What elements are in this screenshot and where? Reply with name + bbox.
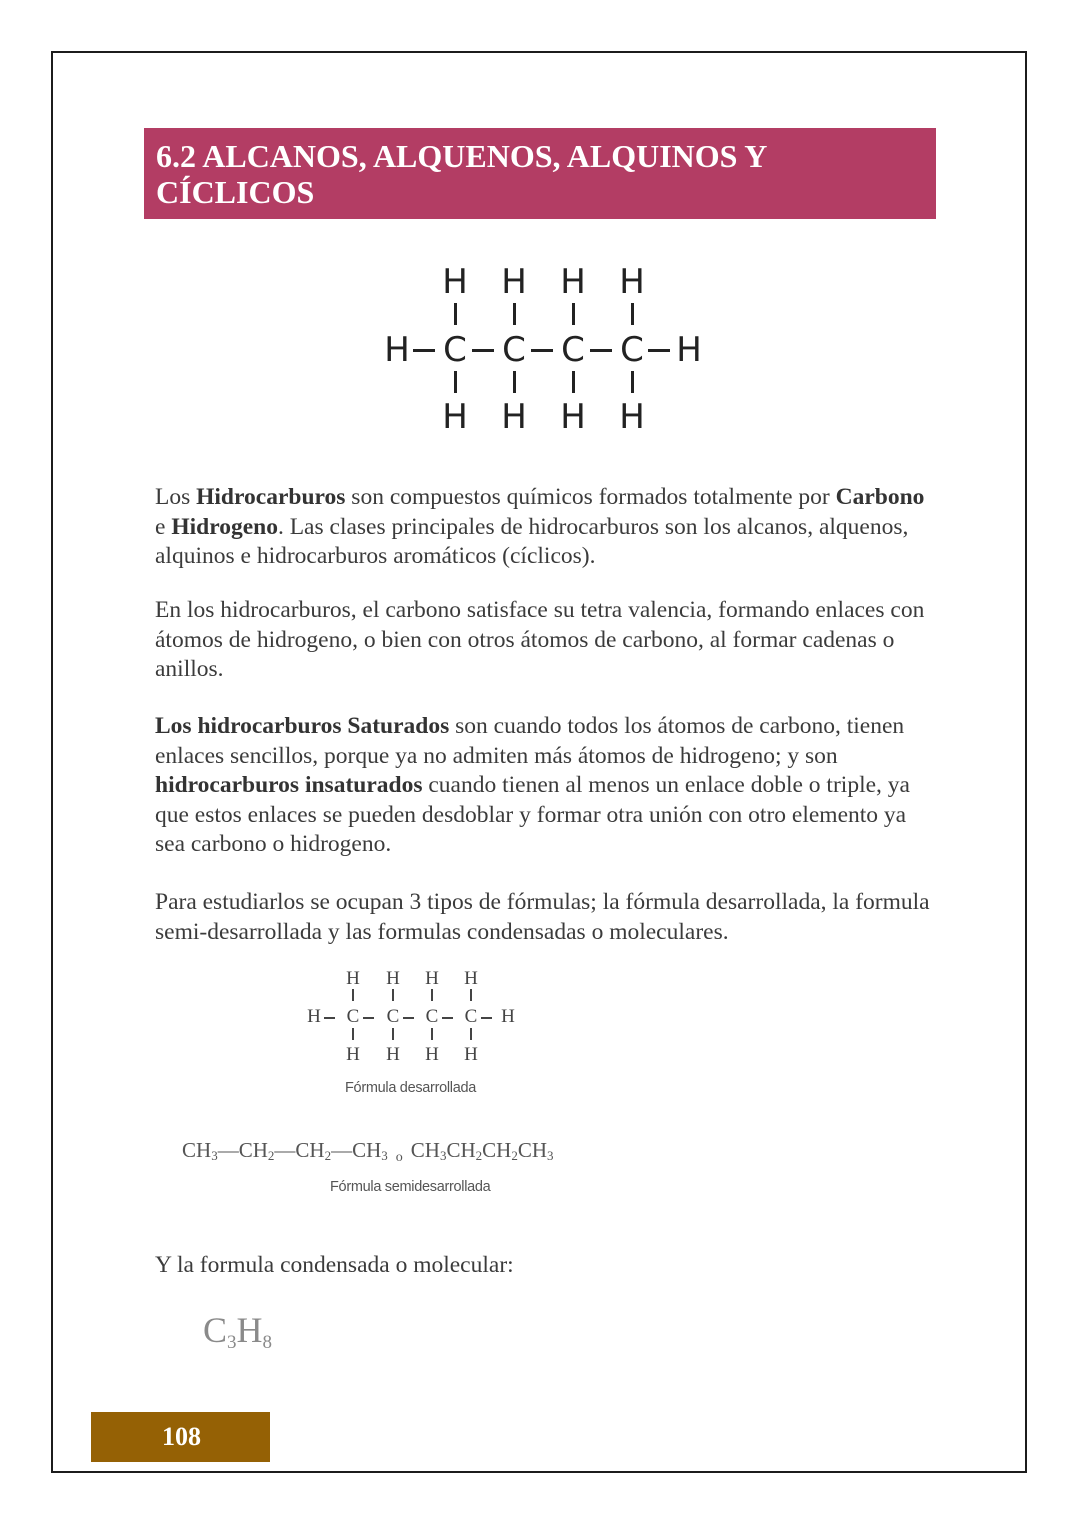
bond xyxy=(648,349,670,352)
bond xyxy=(631,371,634,393)
atom-h: H xyxy=(464,1044,478,1065)
atom-h: H xyxy=(501,1006,515,1027)
text-run: cuando tienen al menos un enlace doble o triple, ya que estos enlaces se pueden desdoblar y formar otra unión con otro elemento ya sea carbono o hidrogeno. xyxy=(155,772,910,857)
atom-h: H xyxy=(442,397,468,437)
atom-h: H xyxy=(619,262,645,302)
atom-h: H xyxy=(384,330,410,370)
atom-h: H xyxy=(676,330,702,370)
structural-formula-large xyxy=(380,255,710,445)
bond xyxy=(470,989,472,1001)
formula-element-h: H xyxy=(236,1310,263,1350)
formula-group: —CH xyxy=(331,1138,382,1162)
atom-h: H xyxy=(464,968,478,989)
formula-group: CH xyxy=(482,1138,512,1162)
atom-h: H xyxy=(425,1044,439,1065)
atom-c: C xyxy=(443,330,467,370)
atom-h: H xyxy=(386,1044,400,1065)
paragraph-formula-types: Para estudiarlos se ocupan 3 tipos de fórmulas; la fórmula desarrollada, la formula semi-desarrollada y las formulas condensadas o moleculares. xyxy=(155,889,930,945)
bond xyxy=(572,371,575,393)
bold-term-carbono: Carbono xyxy=(835,484,925,510)
bond xyxy=(531,349,553,352)
formula-subscript: 3 xyxy=(381,1148,388,1163)
formula-subscript: 3 xyxy=(439,1148,447,1163)
formula-separator: o xyxy=(395,1150,403,1165)
atom-c: C xyxy=(502,330,526,370)
formula-group: —CH xyxy=(274,1138,325,1162)
section-title-line-1: 6.2 ALCANOS, ALQUENOS, ALQUINOS Y xyxy=(156,138,768,174)
bond xyxy=(513,303,516,325)
atom-c: C xyxy=(561,330,585,370)
atom-h: H xyxy=(346,968,360,989)
formula-group: CH xyxy=(182,1138,212,1162)
bond xyxy=(470,1028,472,1040)
atom-h: H xyxy=(307,1006,321,1027)
atom-h: H xyxy=(442,262,468,302)
formula-subscript: 2 xyxy=(267,1148,275,1163)
bond xyxy=(513,371,516,393)
bond xyxy=(454,371,457,393)
bold-term-insaturados: hidrocarburos insaturados xyxy=(155,772,423,798)
bold-term-saturados: Los hidrocarburos Saturados xyxy=(155,713,450,739)
formula-subscript: 2 xyxy=(475,1148,483,1163)
text-run: Los xyxy=(155,484,197,510)
formula-subscript: 2 xyxy=(511,1148,518,1163)
bond xyxy=(431,989,433,1001)
atom-c: C xyxy=(386,1006,400,1027)
bond xyxy=(590,349,612,352)
bond xyxy=(431,1028,433,1040)
bond xyxy=(572,303,575,325)
atom-h: H xyxy=(425,968,439,989)
bond xyxy=(352,989,354,1001)
bond xyxy=(481,1017,492,1019)
caption-formula-developed: Fórmula desarrollada xyxy=(345,1080,477,1096)
paragraph-condensed-intro: Y la formula condensada o molecular: xyxy=(155,1252,514,1278)
atom-h: H xyxy=(560,397,586,437)
atom-h: H xyxy=(619,397,645,437)
condensed-formula xyxy=(203,1309,272,1354)
text-run: e xyxy=(155,513,172,540)
atom-h: H xyxy=(386,968,400,989)
section-title-line-2: CÍCLICOS xyxy=(156,174,315,210)
bold-term-hidrogeno: Hidrogeno xyxy=(171,513,278,540)
text-run: . Las clases principales de hidrocarburos son los alcanos, alquenos, alquinos e hidrocarburos aromáticos (cíclicos). xyxy=(155,513,909,569)
paragraph-tetravalence: En los hidrocarburos, el carbono satisface su tetra valencia, formando enlaces con átomos de hidrogeno, o bien con otros átomos de carbono, al formar cadenas o anillos. xyxy=(155,597,925,682)
atom-c: C xyxy=(620,330,644,370)
structural-formula-small xyxy=(300,965,530,1075)
bond xyxy=(392,989,394,1001)
formula-subscript: 2 xyxy=(324,1148,332,1163)
atom-h: H xyxy=(501,262,527,302)
formula-group: —CH xyxy=(217,1138,268,1162)
bond xyxy=(413,349,435,352)
formula-subscript: 3 xyxy=(211,1148,218,1163)
atom-c: C xyxy=(346,1006,360,1027)
text-run: son cuando todos los átomos de carbono, tienen enlaces sencillos, porque ya no admiten más átomos de hidrogeno; y son xyxy=(155,713,905,769)
page-number: 108 xyxy=(91,1412,270,1462)
formula-group: CH xyxy=(410,1138,440,1162)
bond xyxy=(403,1017,414,1019)
caption-formula-semi-developed: Fórmula semidesarrollada xyxy=(330,1179,491,1195)
bond xyxy=(324,1017,335,1019)
formula-subscript: 8 xyxy=(262,1332,273,1353)
bond xyxy=(454,303,457,325)
atom-c: C xyxy=(464,1006,478,1027)
atom-h: H xyxy=(560,262,586,302)
bond xyxy=(352,1028,354,1040)
paragraph-hydrocarbons-definition xyxy=(155,483,935,572)
atom-h: H xyxy=(501,397,527,437)
bond xyxy=(363,1017,374,1019)
formula-group: CH xyxy=(517,1138,547,1162)
bond xyxy=(442,1017,453,1019)
semi-developed-formula xyxy=(182,1138,554,1166)
formula-subscript: 3 xyxy=(547,1148,554,1163)
bold-term-hidrocarburos: Hidrocarburos xyxy=(196,484,346,510)
formula-element-c: C xyxy=(203,1310,228,1350)
bond xyxy=(392,1028,394,1040)
atom-c: C xyxy=(425,1006,439,1027)
formula-subscript: 3 xyxy=(227,1332,237,1353)
paragraph-saturated-unsaturated xyxy=(155,712,935,860)
bond xyxy=(472,349,494,352)
bond xyxy=(631,303,634,325)
atom-h: H xyxy=(346,1044,360,1065)
text-run: son compuestos químicos formados totalmente por xyxy=(345,484,836,510)
section-header xyxy=(144,128,936,219)
formula-group: CH xyxy=(446,1138,476,1162)
